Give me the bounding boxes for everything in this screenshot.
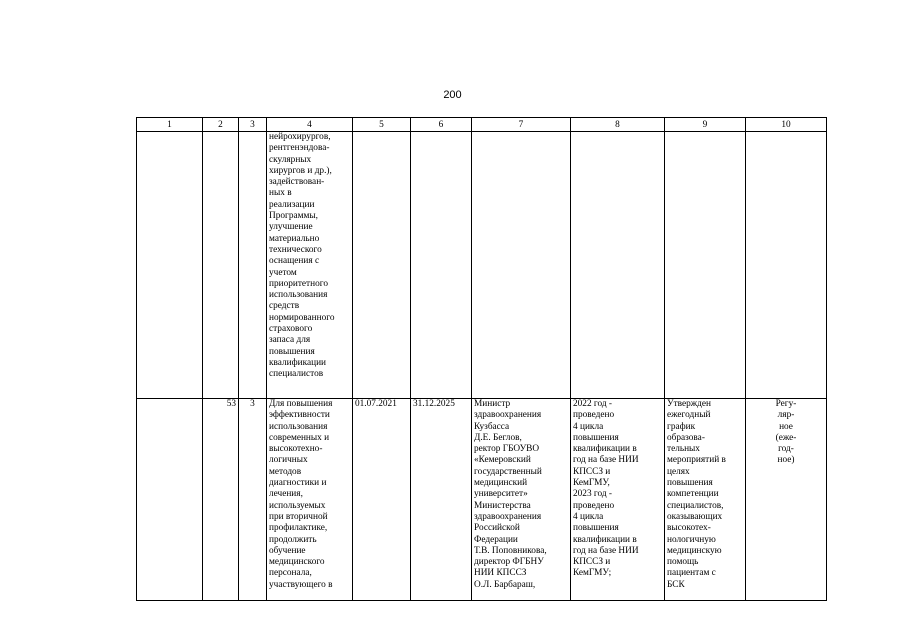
cell-start-date (353, 132, 411, 399)
cell-frequency (746, 132, 827, 399)
table-row (137, 132, 827, 399)
cell-end-date (411, 132, 472, 399)
cell-responsible (472, 132, 571, 399)
header-cell-8: 8 (571, 118, 665, 132)
cell-start-date: 01.07.2021 (353, 399, 411, 601)
header-cell-10: 10 (746, 118, 827, 132)
cell-col3: 3 (239, 399, 267, 601)
cell-col1 (137, 399, 203, 601)
header-cell-4: 4 (267, 118, 353, 132)
table-header-row (137, 118, 827, 132)
cell-col1 (137, 132, 203, 399)
header-cell-3: 3 (239, 118, 267, 132)
cell-indicator (571, 132, 665, 399)
cell-frequency: Регу- ляр- ное (еже- год- ное) (746, 399, 827, 601)
header-cell-7: 7 (472, 118, 571, 132)
cell-end-date: 31.12.2025 (411, 399, 472, 601)
cell-number: 53 (203, 399, 239, 601)
cell-measure-description: нейрохирургов, рентгенэндова- скулярных хирургов и др.), задействован- ных в реализации Программы, улучшение материально технического оснащения с учетом приоритетного использования средств нормированного страхового запаса для повышения квалификации специалистов (267, 132, 353, 399)
cell-col3 (239, 132, 267, 399)
header-cell-2: 2 (203, 118, 239, 132)
cell-col2 (203, 132, 239, 399)
cell-measure-description: Для повышения эффективности использования современных и высокотехно- логичных методов диагностики и лечения, используемых при вторичной профилактике, продолжить обучение медицинского персонала, участвующего в (267, 399, 353, 601)
header-cell-6: 6 (411, 118, 472, 132)
header-cell-5: 5 (353, 118, 411, 132)
document-table (136, 117, 827, 601)
cell-result (665, 132, 746, 399)
cell-responsible: Министр здравоохранения Кузбасса Д.Е. Беглов, ректор ГБОУВО «Кемеровский государственный медицинский университет» Министерства здравоохранения Российской Федерации Т.В. Поповникова, директор ФГБНУ НИИ КПССЗ О.Л. Барбараш, (472, 399, 571, 601)
cell-result: Утвержден ежегодный график образова- тельных мероприятий в целях повышения компетенции специалистов, оказывающих высокотех- нологичную медицинскую помощь пациентам с БСК (665, 399, 746, 601)
header-cell-9: 9 (665, 118, 746, 132)
header-cell-1: 1 (137, 118, 203, 132)
table-row (137, 399, 827, 601)
cell-indicator: 2022 год - проведено 4 цикла повышения квалификации в год на базе НИИ КПССЗ и КемГМУ, 2023 год - проведено 4 цикла повышения квалификации в год на базе НИИ КПССЗ и КемГМУ; (571, 399, 665, 601)
page-number: 200 (443, 89, 462, 101)
